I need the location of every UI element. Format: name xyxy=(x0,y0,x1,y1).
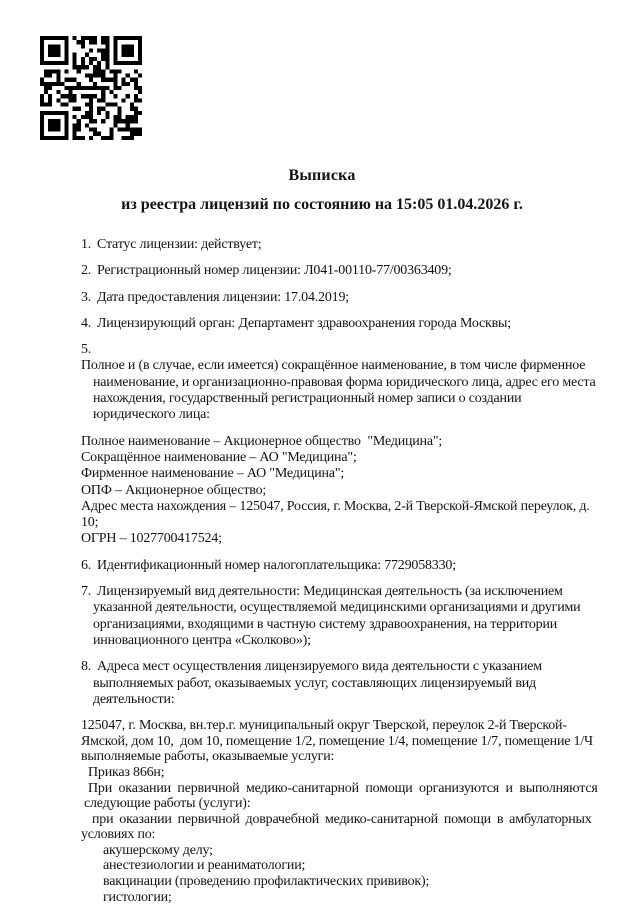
item-text: Лицензируемый вид деятельности: Медицинская деятельность (за исключением xyxy=(97,584,563,600)
detail-line: Сокращённое наименование – АО "Медицина"; xyxy=(81,449,357,465)
text-line: нахождения, государственный регистрационный номер записи о создании xyxy=(93,391,522,407)
detail-line: ОПФ – Акционерное общество; xyxy=(81,482,267,498)
text-line: выполняемых работ, оказываемых услуг, составляющих лицензируемый вид xyxy=(93,675,536,691)
text-line: наименование, и организационно-правовая форма юридического лица, адрес его места xyxy=(93,374,596,390)
item-number: 5. xyxy=(81,342,92,358)
item-number: 1. xyxy=(81,237,92,252)
address-line: при оказании первичной доврачебной медико-санитарной помощи в амбулаторных xyxy=(92,811,592,827)
item-text: Идентификационный номер налогоплательщика: 7729058330; xyxy=(97,557,456,573)
detail-line: Адрес места нахождения – 125047, Россия, г. Москва, 2-й Тверской-Ямской переулок, д. xyxy=(81,498,590,514)
item-number: 4. xyxy=(81,315,92,331)
detail-line: ОГРН – 1027700417524; xyxy=(81,531,222,547)
item-text: Лицензирующий орган: Департамент здравоохранения города Москвы; xyxy=(97,315,511,331)
address-line: При оказании первичной медико-санитарной помощи организуются и выполняются xyxy=(88,780,598,796)
address-line: 125047, г. Москва, вн.тер.г. муниципальный округ Тверской, переулок 2-й Тверской- xyxy=(81,718,567,734)
item-text: Статус лицензии: действует; xyxy=(97,237,262,252)
item-text: Дата предоставления лицензии: 17.04.2019; xyxy=(97,289,349,305)
item-number: 3. xyxy=(81,289,92,305)
text-line: юридического лица: xyxy=(93,407,210,423)
address-line: вакцинации (проведению профилактических прививок); xyxy=(103,874,430,890)
text-line xyxy=(81,659,563,675)
license-item-6 xyxy=(81,558,563,574)
address-line: Приказ 866н; xyxy=(88,764,165,780)
detail-line: Фирменное наименование – АО "Медицина"; xyxy=(81,466,345,482)
license-item-2 xyxy=(81,263,563,279)
text-line: организациями, входящими в частную систему здравоохранения, на территории xyxy=(93,616,558,632)
document-subtitle: из реестра лицензий по состоянию на 15:05 01.04.2026 г. xyxy=(121,196,523,213)
license-item-4 xyxy=(81,316,563,332)
address-line: Ямской, дом 10, дом 10, помещение 1/2, помещение 1/4, помещение 1/7, помещение 1/Ч xyxy=(81,733,593,749)
address-line: выполняемые работы, оказываемые услуги: xyxy=(81,749,335,765)
license-items xyxy=(81,237,598,905)
item-number: 7. xyxy=(81,584,92,600)
address-block xyxy=(81,718,598,905)
license-item-1 xyxy=(81,237,563,253)
item-text: Полное и (в случае, если имеется) сокращённое наименование, в том числе фирменное xyxy=(81,358,586,374)
detail-line: 10; xyxy=(81,515,99,531)
item-number: 6. xyxy=(81,557,92,573)
item-text: Регистрационный номер лицензии: Л041-00110-77/00363409; xyxy=(97,263,452,279)
text-line xyxy=(81,342,586,375)
text-line xyxy=(81,584,563,600)
license-item-7 xyxy=(81,584,581,649)
title-block xyxy=(81,166,563,215)
address-line: гистологии; xyxy=(103,889,172,905)
address-line: условиях по: xyxy=(81,827,156,843)
license-item-8 xyxy=(81,659,563,708)
item-number: 8. xyxy=(81,659,92,675)
license-item-5 xyxy=(81,342,596,423)
company-details xyxy=(81,433,590,548)
item-text: Адреса мест осуществления лицензируемого вида деятельности с указанием xyxy=(97,659,542,675)
detail-line: Полное наименование – Акционерное общество "Медицина"; xyxy=(81,433,443,449)
text-line: указанной деятельности, осуществляемой медицинскими организациями и другими xyxy=(93,600,581,616)
license-item-3 xyxy=(81,290,563,306)
document-title: Выписка xyxy=(288,167,356,184)
address-line: акушерскому делу; xyxy=(103,842,213,858)
item-number: 2. xyxy=(81,263,92,279)
text-line: инновационного центра «Сколково»); xyxy=(93,632,311,648)
address-line: следующие работы (услуги): xyxy=(84,796,251,812)
address-line: анестезиологии и реаниматологии; xyxy=(103,858,306,874)
document-content xyxy=(81,0,598,905)
text-line: деятельности: xyxy=(93,691,175,707)
